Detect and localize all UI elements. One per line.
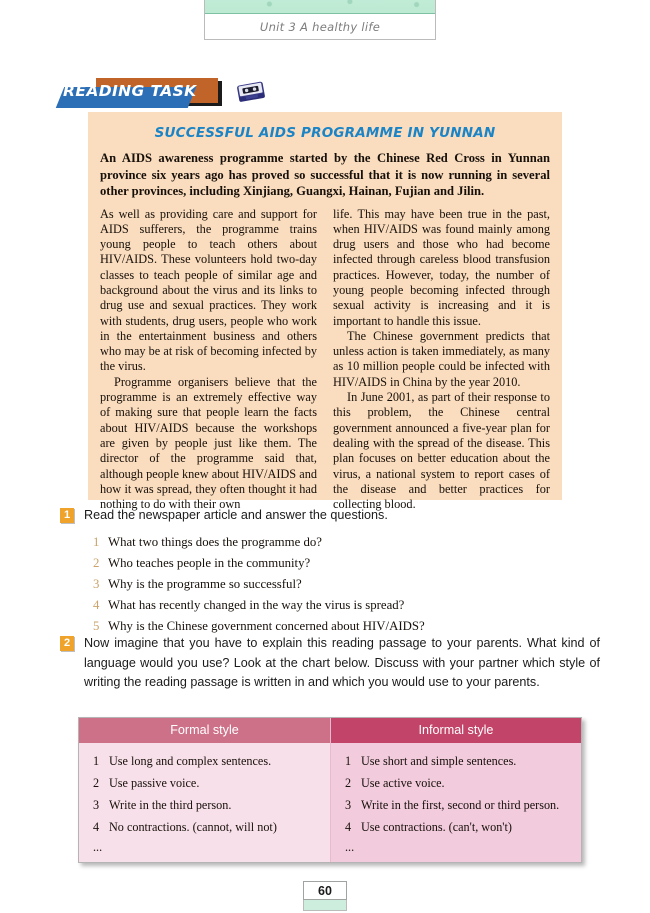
question-text: What two things does the programme do?	[108, 534, 322, 549]
list-item	[93, 574, 600, 595]
article-columns	[100, 207, 550, 513]
article-paragraph: Programme organisers believe that the programme is an extremely effective way of making sure that people learn the facts about HIV/AIDS because the workshops are given by people just like them. The director of the programme said that, although people knew about HIV/AIDS and how it was spread, they often thought it had nothing to do with their own	[100, 374, 317, 512]
row-number: 1	[93, 754, 100, 768]
row-text: Write in the first, second or third person.	[361, 798, 560, 812]
question-text: Why is the programme so successful?	[108, 576, 302, 591]
page-footer	[303, 881, 347, 913]
list-item	[93, 532, 600, 553]
table-row	[79, 772, 330, 794]
formal-style-header: Formal style	[79, 718, 330, 743]
question-number: 5	[93, 618, 100, 633]
reading-passage-box	[88, 112, 562, 512]
row-text: Use passive voice.	[109, 776, 200, 790]
article-paragraph: In June 2001, as part of their response to this problem, the Chinese central government announced a five-year plan for dealing with the spread of the disease. This plan focuses on better education about the virus, a national system to report cases of the disease and better practices for collecting blood.	[333, 390, 550, 512]
row-number: 2	[345, 776, 352, 790]
question-number: 2	[93, 555, 100, 570]
formal-style-body	[79, 743, 330, 862]
question-text: Why is the Chinese government concerned about HIV/AIDS?	[108, 618, 425, 633]
list-item	[93, 595, 600, 616]
article-lead-paragraph: An AIDS awareness programme started by the Chinese Red Cross in Yunnan province six years ago has proved so successful that it is now running in several other provinces, including Xinjiang, Guangxi, Hainan, Fujian and Jilin.	[100, 151, 550, 198]
article-title: SUCCESSFUL AIDS PROGRAMME IN YUNNAN	[154, 125, 496, 141]
task-2-number-badge: 2	[60, 636, 74, 651]
question-number: 1	[93, 534, 100, 549]
task-2	[60, 634, 600, 693]
article-column-right	[333, 207, 550, 513]
table-row	[331, 794, 581, 816]
row-text: Use short and simple sentences.	[361, 754, 517, 768]
running-head-decorative-band	[205, 0, 435, 14]
row-number: 1	[345, 754, 352, 768]
list-item	[93, 553, 600, 574]
row-text: No contractions. (cannot, will not)	[109, 820, 277, 834]
question-number: 4	[93, 597, 100, 612]
formal-style-column	[79, 718, 330, 862]
task-1-heading	[60, 506, 600, 526]
task-1-instruction: Read the newspaper article and answer the questions.	[84, 508, 388, 522]
question-number: 3	[93, 576, 100, 591]
task-2-heading	[60, 634, 600, 693]
row-number: 4	[345, 820, 352, 834]
table-row	[331, 750, 581, 772]
table-row	[79, 816, 330, 838]
page-number: 60	[303, 881, 347, 900]
row-number: 3	[93, 798, 100, 812]
informal-style-header: Informal style	[331, 718, 581, 743]
banner-title: READING TASK	[63, 82, 197, 100]
reading-task-banner	[60, 78, 260, 108]
task-1-question-list	[93, 532, 600, 637]
article-paragraph: The Chinese government predicts that unless action is taken immediately, as many as 10 million people could be infected with HIV/AIDS in China by the year 2010.	[333, 328, 550, 389]
row-text: Use active voice.	[361, 776, 445, 790]
article-paragraph: As well as providing care and support for AIDS sufferers, the programme trains young people to teach others about HIV/AIDS. These volunteers hold two-day classes to teach people of similar age and background about the virus and its links to drug use and sexual practices. They work with students, drug users, people who work in the entertainment business and others who may be at risk of becoming infected by the virus.	[100, 206, 317, 374]
row-text: Use contractions. (can't, won't)	[361, 820, 512, 834]
informal-style-column	[330, 718, 581, 862]
informal-style-body	[331, 743, 581, 862]
formal-style-ellipsis: ...	[93, 840, 103, 854]
cassette-tape-icon	[234, 78, 268, 106]
row-text: Write in the third person.	[109, 798, 232, 812]
informal-style-ellipsis: ...	[345, 840, 355, 854]
table-row	[331, 816, 581, 838]
article-paragraph: life. This may have been true in the past, when HIV/AIDS was found mainly among drug users and those who had become infected through careless blood transfusion practices. However, today, the number of young people becoming infected through sexual activity is increasing and it is important to handle this issue.	[333, 206, 550, 328]
running-head	[204, 0, 436, 40]
writing-styles-table	[78, 717, 582, 863]
task-1-number-badge: 1	[60, 508, 74, 523]
task-2-instruction: Now imagine that you have to explain this reading passage to your parents. What kind of language would you use? Look at the chart below. Discuss with your partner which style of writing the reading passage is written in and which you would use to your parents.	[84, 636, 600, 689]
task-1	[60, 506, 600, 637]
running-head-label: Unit 3 A healthy life	[259, 20, 381, 34]
table-row	[331, 772, 581, 794]
article-column-left	[100, 207, 317, 513]
row-text: Use long and complex sentences.	[109, 754, 272, 768]
question-text: What has recently changed in the way the virus is spread?	[108, 597, 405, 612]
row-number: 2	[93, 776, 100, 790]
row-number: 3	[345, 798, 352, 812]
table-row	[79, 794, 330, 816]
question-text: Who teaches people in the community?	[108, 555, 311, 570]
row-number: 4	[93, 820, 100, 834]
table-row	[79, 750, 330, 772]
